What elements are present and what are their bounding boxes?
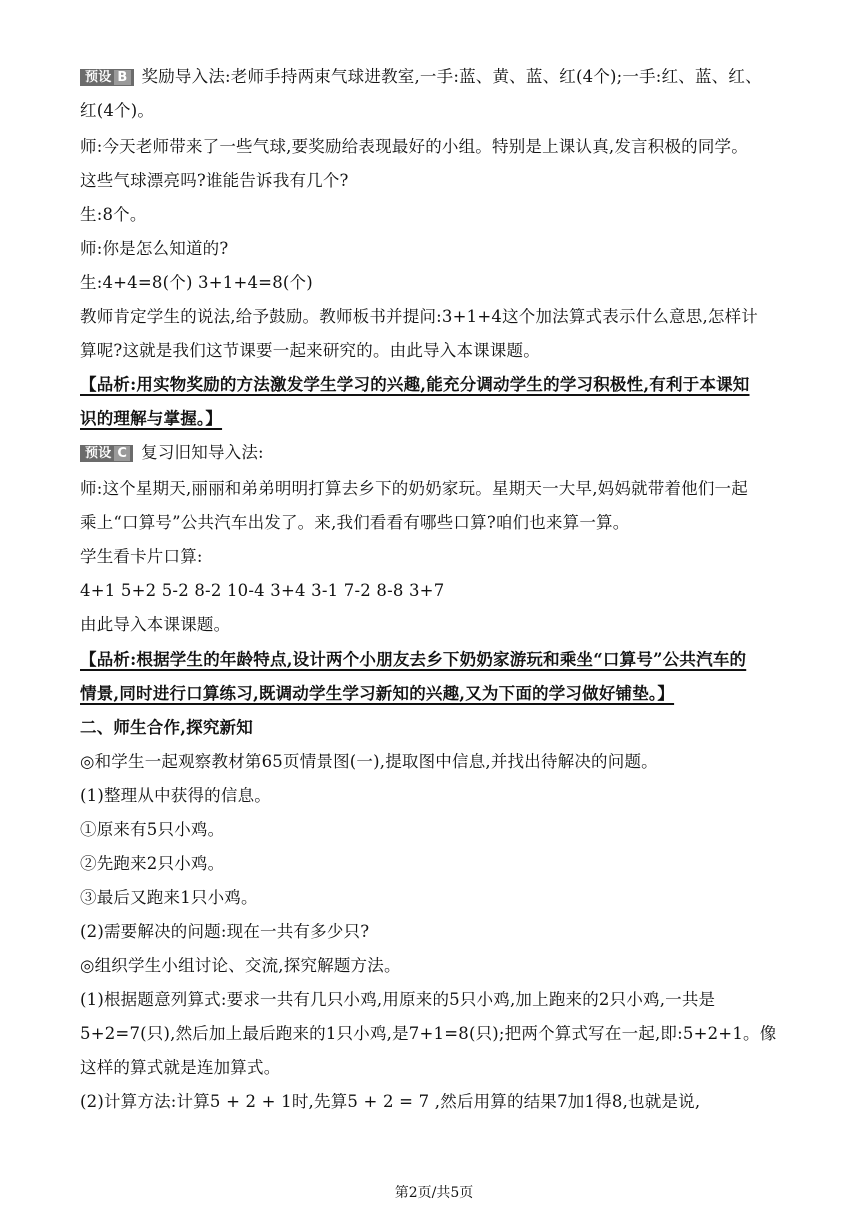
paragraph-line: 生:4+4=8(个) 3+1+4=8(个) — [80, 273, 313, 292]
paragraph-line: 师:你是怎么知道的? — [80, 239, 229, 258]
paragraph-line: 乘上“口算号”公共汽车出发了。来,我们看看有哪些口算?咱们也来算一算。 — [80, 513, 630, 532]
page-number: 第2页/共5页 — [394, 1185, 474, 1201]
analysis-c-line: 【品析:根据学生的年龄特点,设计两个小朋友去乡下奶奶家游玩和乘坐“口算号”公共汽车的 — [80, 650, 747, 669]
paragraph-line: 师:这个星期天,丽丽和弟弟明明打算去乡下的奶奶家玩。星期天一大早,妈妈就带着他们一起 — [80, 479, 748, 498]
preset-c-title: 复习旧知导入法: — [141, 443, 264, 462]
list-item: ①原来有5只小鸡。 — [80, 820, 225, 839]
paragraph-line: 这些气球漂亮吗?谁能告诉我有几个? — [80, 171, 349, 190]
paragraph-line: (2)计算方法:计算5 + 2 + 1时,先算5 + 2 = 7 ,然后用算的结果7加1得8,也就是说, — [80, 1092, 701, 1111]
analysis-c-line: 情景,同时进行口算练习,既调动学生学习新知的兴趣,又为下面的学习做好铺垫。】 — [80, 684, 675, 703]
paragraph-line: 学生看卡片口算: — [80, 547, 203, 566]
paragraph-line: 算呢?这就是我们这节课要一起来研究的。由此导入本课课题。 — [80, 341, 540, 360]
section-heading: 二、师生合作,探究新知 — [80, 718, 253, 737]
preset-b-line — [80, 66, 800, 88]
preset-b-text-cont: 红(4个)。 — [80, 101, 155, 120]
oral-calc-list: 4+1 5+2 5-2 8-2 10-4 3+4 3-1 7-2 8-8 3+7 — [80, 581, 445, 600]
paragraph-line: (1)根据题意列算式:要求一共有几只小鸡,用原来的5只小鸡,加上跑来的2只小鸡,一共是 — [80, 990, 716, 1009]
paragraph-line: ◎组织学生小组讨论、交流,探究解题方法。 — [80, 956, 401, 975]
paragraph-line: 由此导入本课课题。 — [80, 615, 231, 634]
preset-c-tag: 预设 C — [80, 445, 133, 462]
paragraph-line: 教师肯定学生的说法,给予鼓励。教师板书并提问:3+1+4这个加法算式表示什么意思,怎样计 — [80, 307, 758, 326]
paragraph-line: 生:8个。 — [80, 205, 147, 224]
list-item: ②先跑来2只小鸡。 — [80, 854, 225, 873]
paragraph-line: 师:今天老师带来了一些气球,要奖励给表现最好的小组。特别是上课认真,发言积极的同学。 — [80, 137, 748, 156]
analysis-b-line: 识的理解与掌握。】 — [80, 409, 223, 428]
paragraph-line: 5+2=7(只),然后加上最后跑来的1只小鸡,是7+1=8(只);把两个算式写在一起,即:5+2+1。像 — [80, 1024, 777, 1043]
preset-b-text: 奖励导入法:老师手持两束气球进教室,一手:蓝、黄、蓝、红(4个);一手:红、蓝、红、 — [141, 67, 762, 86]
paragraph-line: 这样的算式就是连加算式。 — [80, 1058, 281, 1077]
paragraph-line: (1)整理从中获得的信息。 — [80, 786, 271, 805]
preset-c-line — [80, 442, 800, 464]
list-item: ③最后又跑来1只小鸡。 — [80, 888, 258, 907]
paragraph-line: (2)需要解决的问题:现在一共有多少只? — [80, 922, 370, 941]
preset-b-tag: 预设 B — [80, 69, 134, 86]
analysis-b-line: 【品析:用实物奖励的方法激发学生学习的兴趣,能充分调动学生的学习积极性,有利于本课知 — [80, 375, 750, 394]
paragraph-line: ◎和学生一起观察教材第65页情景图(一),提取图中信息,并找出待解决的问题。 — [80, 752, 658, 771]
